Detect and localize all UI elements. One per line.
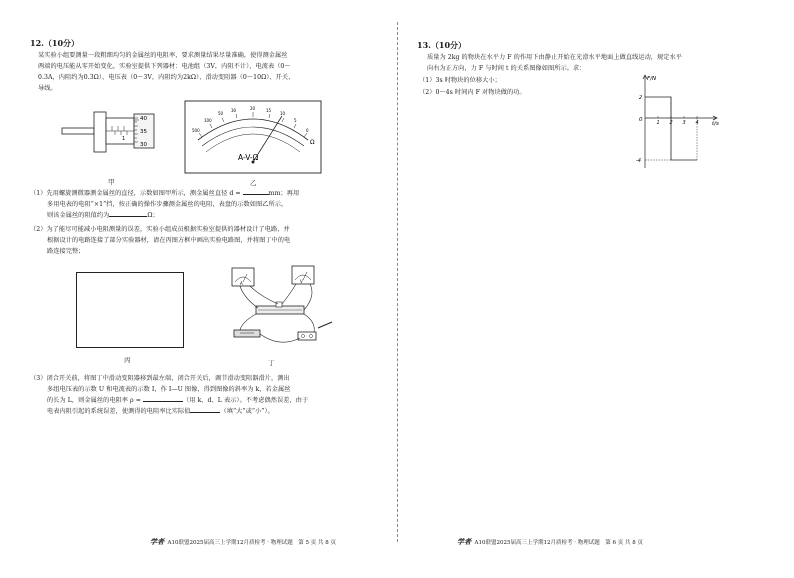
dial-text: A-V-Ω bbox=[238, 153, 259, 162]
brand-logo: 学者 bbox=[150, 537, 164, 546]
q12-sub1-text-c: 则该金属丝的阻值约为 bbox=[47, 212, 110, 219]
answer-blank-resistivity[interactable] bbox=[143, 401, 183, 402]
force-time-chart bbox=[633, 72, 733, 164]
q13-question-2: （2）0～4s 时间内 F 对物块做的功。 bbox=[419, 89, 526, 96]
dial-top-scale-1: 100 bbox=[204, 118, 212, 123]
answer-blank-resistance[interactable] bbox=[109, 216, 147, 217]
dial-top-scale-7: 5 bbox=[294, 118, 297, 123]
dial-top-scale-3: 30 bbox=[231, 108, 237, 113]
q12-sub1-text-a: （1）先用螺旋测微器测金属丝的直径，示数如图甲所示，测金属丝直径 d = bbox=[30, 190, 243, 197]
q12-sub1-line-3 bbox=[47, 212, 159, 220]
x-tick-label-2: 2 bbox=[669, 120, 673, 126]
q12-intro-line-4: 导线。 bbox=[38, 85, 57, 92]
x-tick-label-1: 1 bbox=[656, 120, 660, 126]
left-page-footer bbox=[150, 537, 336, 547]
q12-sub3-text-b: （用 k、d、L 表示）。不考虑偶然误差，由于 bbox=[183, 397, 309, 404]
q12-sub1-text-d: Ω； bbox=[147, 212, 159, 219]
micrometer-mark-40: 40 bbox=[140, 116, 147, 122]
q12-sub2-line-2: 根据设计的电路连接了部分实验器材，请在丙图方框中画出实验电路图，并将图丁中的电 bbox=[47, 237, 291, 244]
x-tick-label-3: 3 bbox=[682, 120, 686, 126]
multimeter-dial-figure bbox=[184, 100, 322, 174]
x-axis-label: t/s bbox=[712, 121, 719, 127]
dial-top-scale-8: 0 bbox=[306, 128, 309, 133]
origin-label: 0 bbox=[639, 117, 643, 123]
micrometer-mark-35: 35 bbox=[140, 129, 147, 135]
q12-intro-line-1: 某实验小组要测量一段粗细均匀的金属丝的电阻率，要求测量结果尽量准确，使得测金属丝 bbox=[38, 52, 288, 59]
dial-top-scale-5: 15 bbox=[266, 108, 272, 113]
q12-sub3-text-d: （填“大”或“小”）。 bbox=[220, 408, 274, 415]
q13-title: 13.（10分） bbox=[417, 40, 467, 50]
figure-ding-label: 丁 bbox=[268, 359, 275, 367]
answer-blank-diameter[interactable] bbox=[243, 194, 269, 195]
y-tick-label-0: 2 bbox=[639, 95, 643, 101]
brand-logo-right: 学者 bbox=[457, 537, 471, 546]
dial-top-scale-2: 50 bbox=[218, 111, 224, 116]
q12-intro-line-2: 两端的电压能从零开始变化，实验室提供下列器材：电池组（3V，内阻不计）、电流表（0～ bbox=[38, 63, 291, 70]
q12-sub1-line-1 bbox=[30, 190, 299, 198]
q12-title: 12.（10分） bbox=[30, 38, 80, 48]
q12-sub2-line-3: 路连接完整； bbox=[47, 248, 85, 255]
right-page bbox=[397, 0, 794, 578]
figure-bing-label: 丙 bbox=[124, 356, 131, 364]
circuit-drawing-box[interactable] bbox=[76, 272, 184, 348]
left-footer-text: · A10联盟2025届高三上学期12月质检考 · 物理试题 第 5 页 共 8 页 bbox=[164, 540, 336, 546]
dial-ohm-symbol: Ω bbox=[310, 139, 315, 146]
q12-sub3-line-1: （3）闭合开关前，将图丁中滑动变阻器移到最左端，闭合开关后，调节滑动变阻器滑片，测出 bbox=[30, 375, 290, 382]
q13-question-1: （1）3s 时物块的位移大小； bbox=[419, 77, 501, 84]
right-page-footer bbox=[457, 537, 643, 547]
q12-sub3-line-2: 多组电压表的示数 U 和电流表的示数 I，作 I—U 图像，得到图像的斜率为 k，若金属丝 bbox=[47, 386, 291, 393]
micrometer-mark-30: 30 bbox=[140, 142, 147, 148]
y-tick-label-1: -4 bbox=[636, 158, 641, 164]
dial-top-scale-0: 500 bbox=[192, 128, 200, 133]
q12-sub3-text-c: 电表内阻引起的系统误差，使测得的电阻率比实际值 bbox=[47, 408, 191, 415]
answer-blank-error[interactable] bbox=[190, 412, 220, 413]
q12-sub3-text-a: 的长为 L，则金属丝的电阻率 ρ = bbox=[47, 397, 143, 404]
q12-sub1-text-b: mm；再用 bbox=[268, 190, 300, 197]
voltmeter-label: V bbox=[300, 279, 303, 284]
q12-sub1-line-2: 多用电表的电阻“×1”挡，按正确的操作步骤测金属丝的电阻，表盘的示数如图乙所示， bbox=[47, 201, 288, 208]
micrometer-sleeve-mark: 1 bbox=[122, 136, 126, 142]
x-tick-label-4: 4 bbox=[695, 120, 699, 126]
y-axis-label: F/N bbox=[647, 76, 657, 82]
q12-sub2-line-1: （2）为了能尽可能减小电阻测量的误差，实验小组成员根据实验室提供的器材设计了电路，并 bbox=[30, 226, 290, 233]
dial-top-scale-4: 20 bbox=[250, 106, 256, 111]
q13-intro-line-1: 质量为 2kg 的物块在水平力 F 的作用下由静止开始在光滑水平地面上做直线运动，规定水平 bbox=[427, 54, 682, 61]
micrometer-figure bbox=[62, 100, 172, 170]
q12-sub3-line-3 bbox=[47, 397, 308, 405]
figure-jia-label: 甲 bbox=[108, 178, 115, 186]
dial-top-scale-6: 10 bbox=[280, 111, 286, 116]
apparatus-figure bbox=[220, 262, 340, 354]
q12-sub3-line-4 bbox=[47, 408, 274, 416]
q12-intro-line-3: 0.3A，内阻约为0.3Ω）、电压表（0～3V，内阻约为2kΩ）、滑动变阻器（0～10Ω）、开关、 bbox=[38, 74, 295, 81]
right-footer-text: · A10联盟2025届高三上学期12月质检考 · 物理试题 第 6 页 共 8 页 bbox=[471, 540, 643, 546]
ammeter-label: A bbox=[240, 281, 243, 286]
q13-intro-line-2: 向右为正方向，力 F 与时间 t 的关系图像如图所示。求： bbox=[427, 65, 586, 72]
figure-yi-label: 乙 bbox=[250, 179, 257, 187]
